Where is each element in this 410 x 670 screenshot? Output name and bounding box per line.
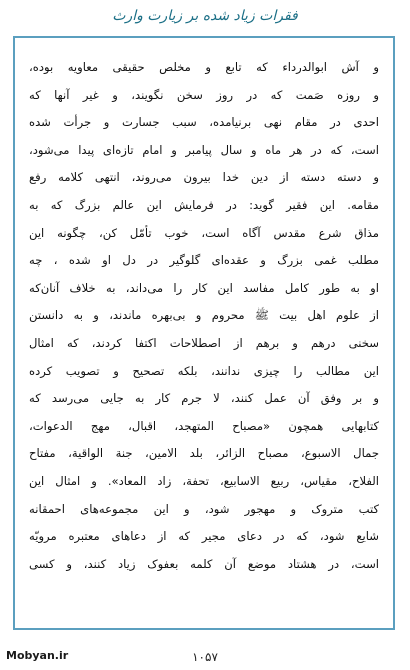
- text-line: مذاق شرع مقدس آگاه است، خوب تأمّل کن، چگونه این: [29, 225, 379, 240]
- text-line: و بر وفق آن عمل کنند، لا جرم کار به جایی می‌رسد که: [29, 391, 379, 406]
- site-watermark: Mobyan.ir: [6, 649, 69, 662]
- text-frame: [13, 36, 395, 630]
- text-line: او به طور کامل مفاسد این کار را می‌داند، به خلاف آنان‌که: [29, 280, 379, 295]
- text-line: کتابهایی همچون «مصباح المتهجد، اقبال، مهج الدعوات،: [29, 418, 379, 433]
- text-line: و آش ابوالدرداء که تابع و مخلص حقیقی معاویه بوده،: [29, 60, 379, 74]
- text-line: احدی در مقام نهی برنیامده، سبب جسارت و جرأت شده: [29, 115, 379, 130]
- text-line: مقامه. این فقیر گوید: در فرمایش این عالم بزرگ که به: [29, 197, 379, 212]
- text-line: مطلب غمی بزرگ و عقده‌ای گلوگیر در دل او شده ، چه: [29, 253, 379, 268]
- text-line: و دسته دسته از دین خدا بیرون می‌روند، انتهی کلامه رفع: [29, 170, 379, 185]
- text-line: و روزه صَمت که در روز سخن نگویند، و غیر آنها که: [29, 87, 379, 102]
- page-title: فقرات زیاد شده بر زیارت وارث: [112, 8, 298, 24]
- text-line: الفلاح، مقیاس، ربیع الاسابیع، تحفة، زاد المعاد». و امثال این: [29, 473, 379, 488]
- page-number: ۱۰۵۷: [192, 650, 218, 664]
- text-line: شایع شود، که در دعای مجیر که از دعاهای معتبره مرویّه: [29, 529, 379, 544]
- text-line: است، در هشتاد موضع آن کلمه بعفوک زیاد کنند، و کسی: [29, 556, 379, 571]
- text-line: است، که در هر ماه و سال پیامبر و امام تازه‌ای پیدا می‌شود،: [29, 142, 379, 157]
- text-line: جمال الاسبوع، مصباح الزائر، بلد الامین، جنة الواقیة، مفتاح: [29, 446, 379, 461]
- text-line: سخنی درهم و برهم از اصطلاحات اکتفا کردند، که امثال: [29, 335, 379, 350]
- text-line: این مطالب را چیزی ندانند، بلکه تصحیح و تصویب کرده: [29, 363, 379, 378]
- text-line: از علوم اهل بیت ﷺ محروم و بی‌بهره ماندند، و به دانستن: [29, 308, 379, 323]
- text-line: کتب متروک و مهجور شود، و این مجموعه‌های احمقانه: [29, 501, 379, 516]
